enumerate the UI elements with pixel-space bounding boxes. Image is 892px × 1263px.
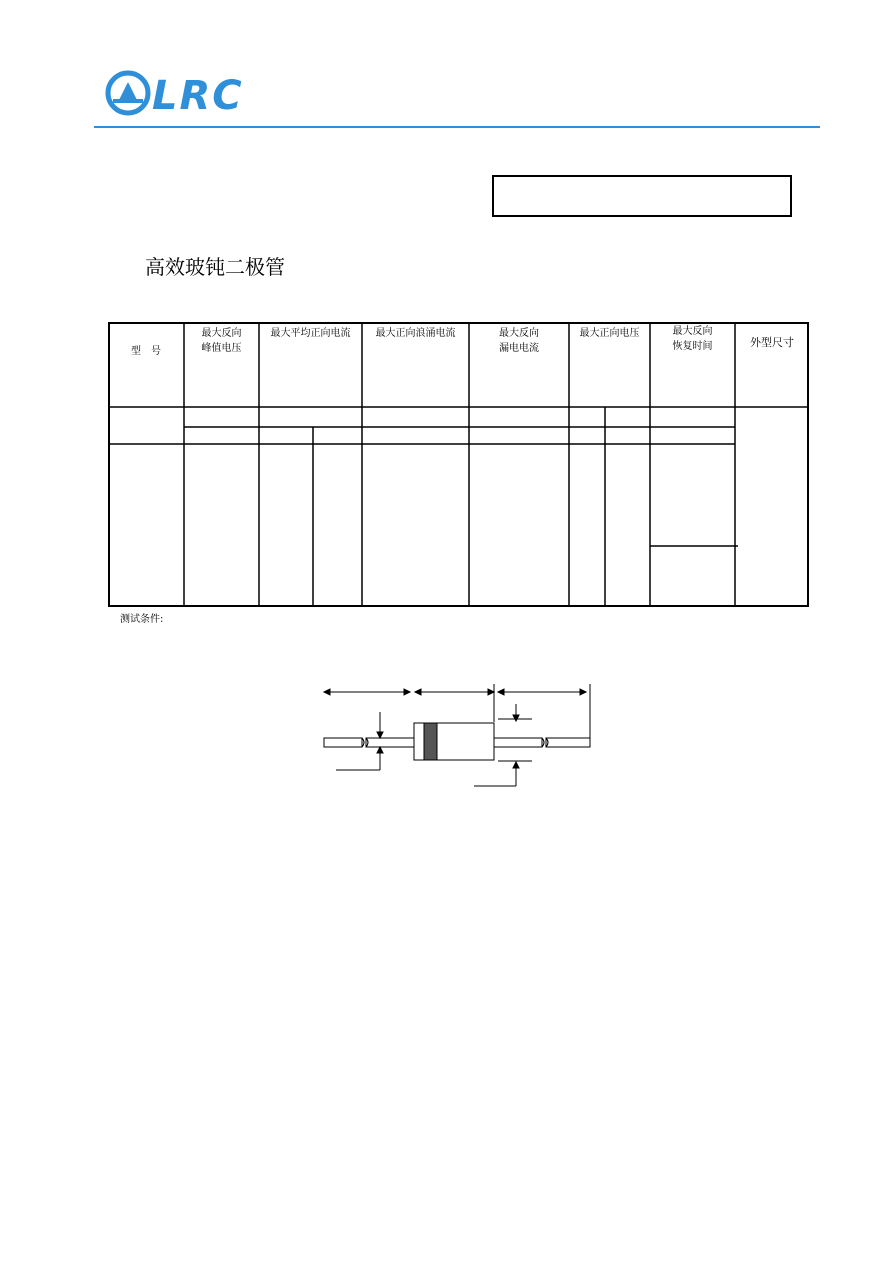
header-vrrm-line2: 峰值电压 bbox=[201, 343, 242, 354]
header-ir-line2: 漏电电流 bbox=[499, 343, 539, 354]
header-divider bbox=[94, 126, 820, 128]
header-io: 最大平均正向电流 bbox=[270, 328, 351, 339]
header-trr bbox=[650, 324, 735, 354]
part-number-box bbox=[492, 175, 792, 217]
page-title: 高效玻钝二极管 bbox=[145, 255, 285, 279]
diode-outline-drawing bbox=[318, 682, 598, 792]
header-vrrm-line1: 最大反向 bbox=[201, 328, 242, 339]
header-ifsm: 最大正向浪涌电流 bbox=[375, 328, 456, 339]
header-trr-line1: 最大反向 bbox=[672, 326, 713, 337]
table-grid bbox=[108, 322, 809, 607]
header-trr-line2: 恢复时间 bbox=[672, 341, 713, 352]
header-package: 外型尺寸 bbox=[750, 336, 794, 349]
lrc-logo-icon bbox=[104, 68, 152, 118]
test-conditions-label: 测试条件: bbox=[120, 614, 164, 625]
brand-logo-text: LRC bbox=[152, 73, 244, 119]
header-vrrm bbox=[184, 326, 259, 356]
header-model: 型 号 bbox=[131, 346, 161, 357]
header-vf: 最大正向电压 bbox=[579, 328, 640, 339]
spec-table bbox=[108, 322, 809, 607]
header-ir bbox=[469, 326, 569, 356]
header-ir-line1: 最大反向 bbox=[499, 328, 539, 339]
